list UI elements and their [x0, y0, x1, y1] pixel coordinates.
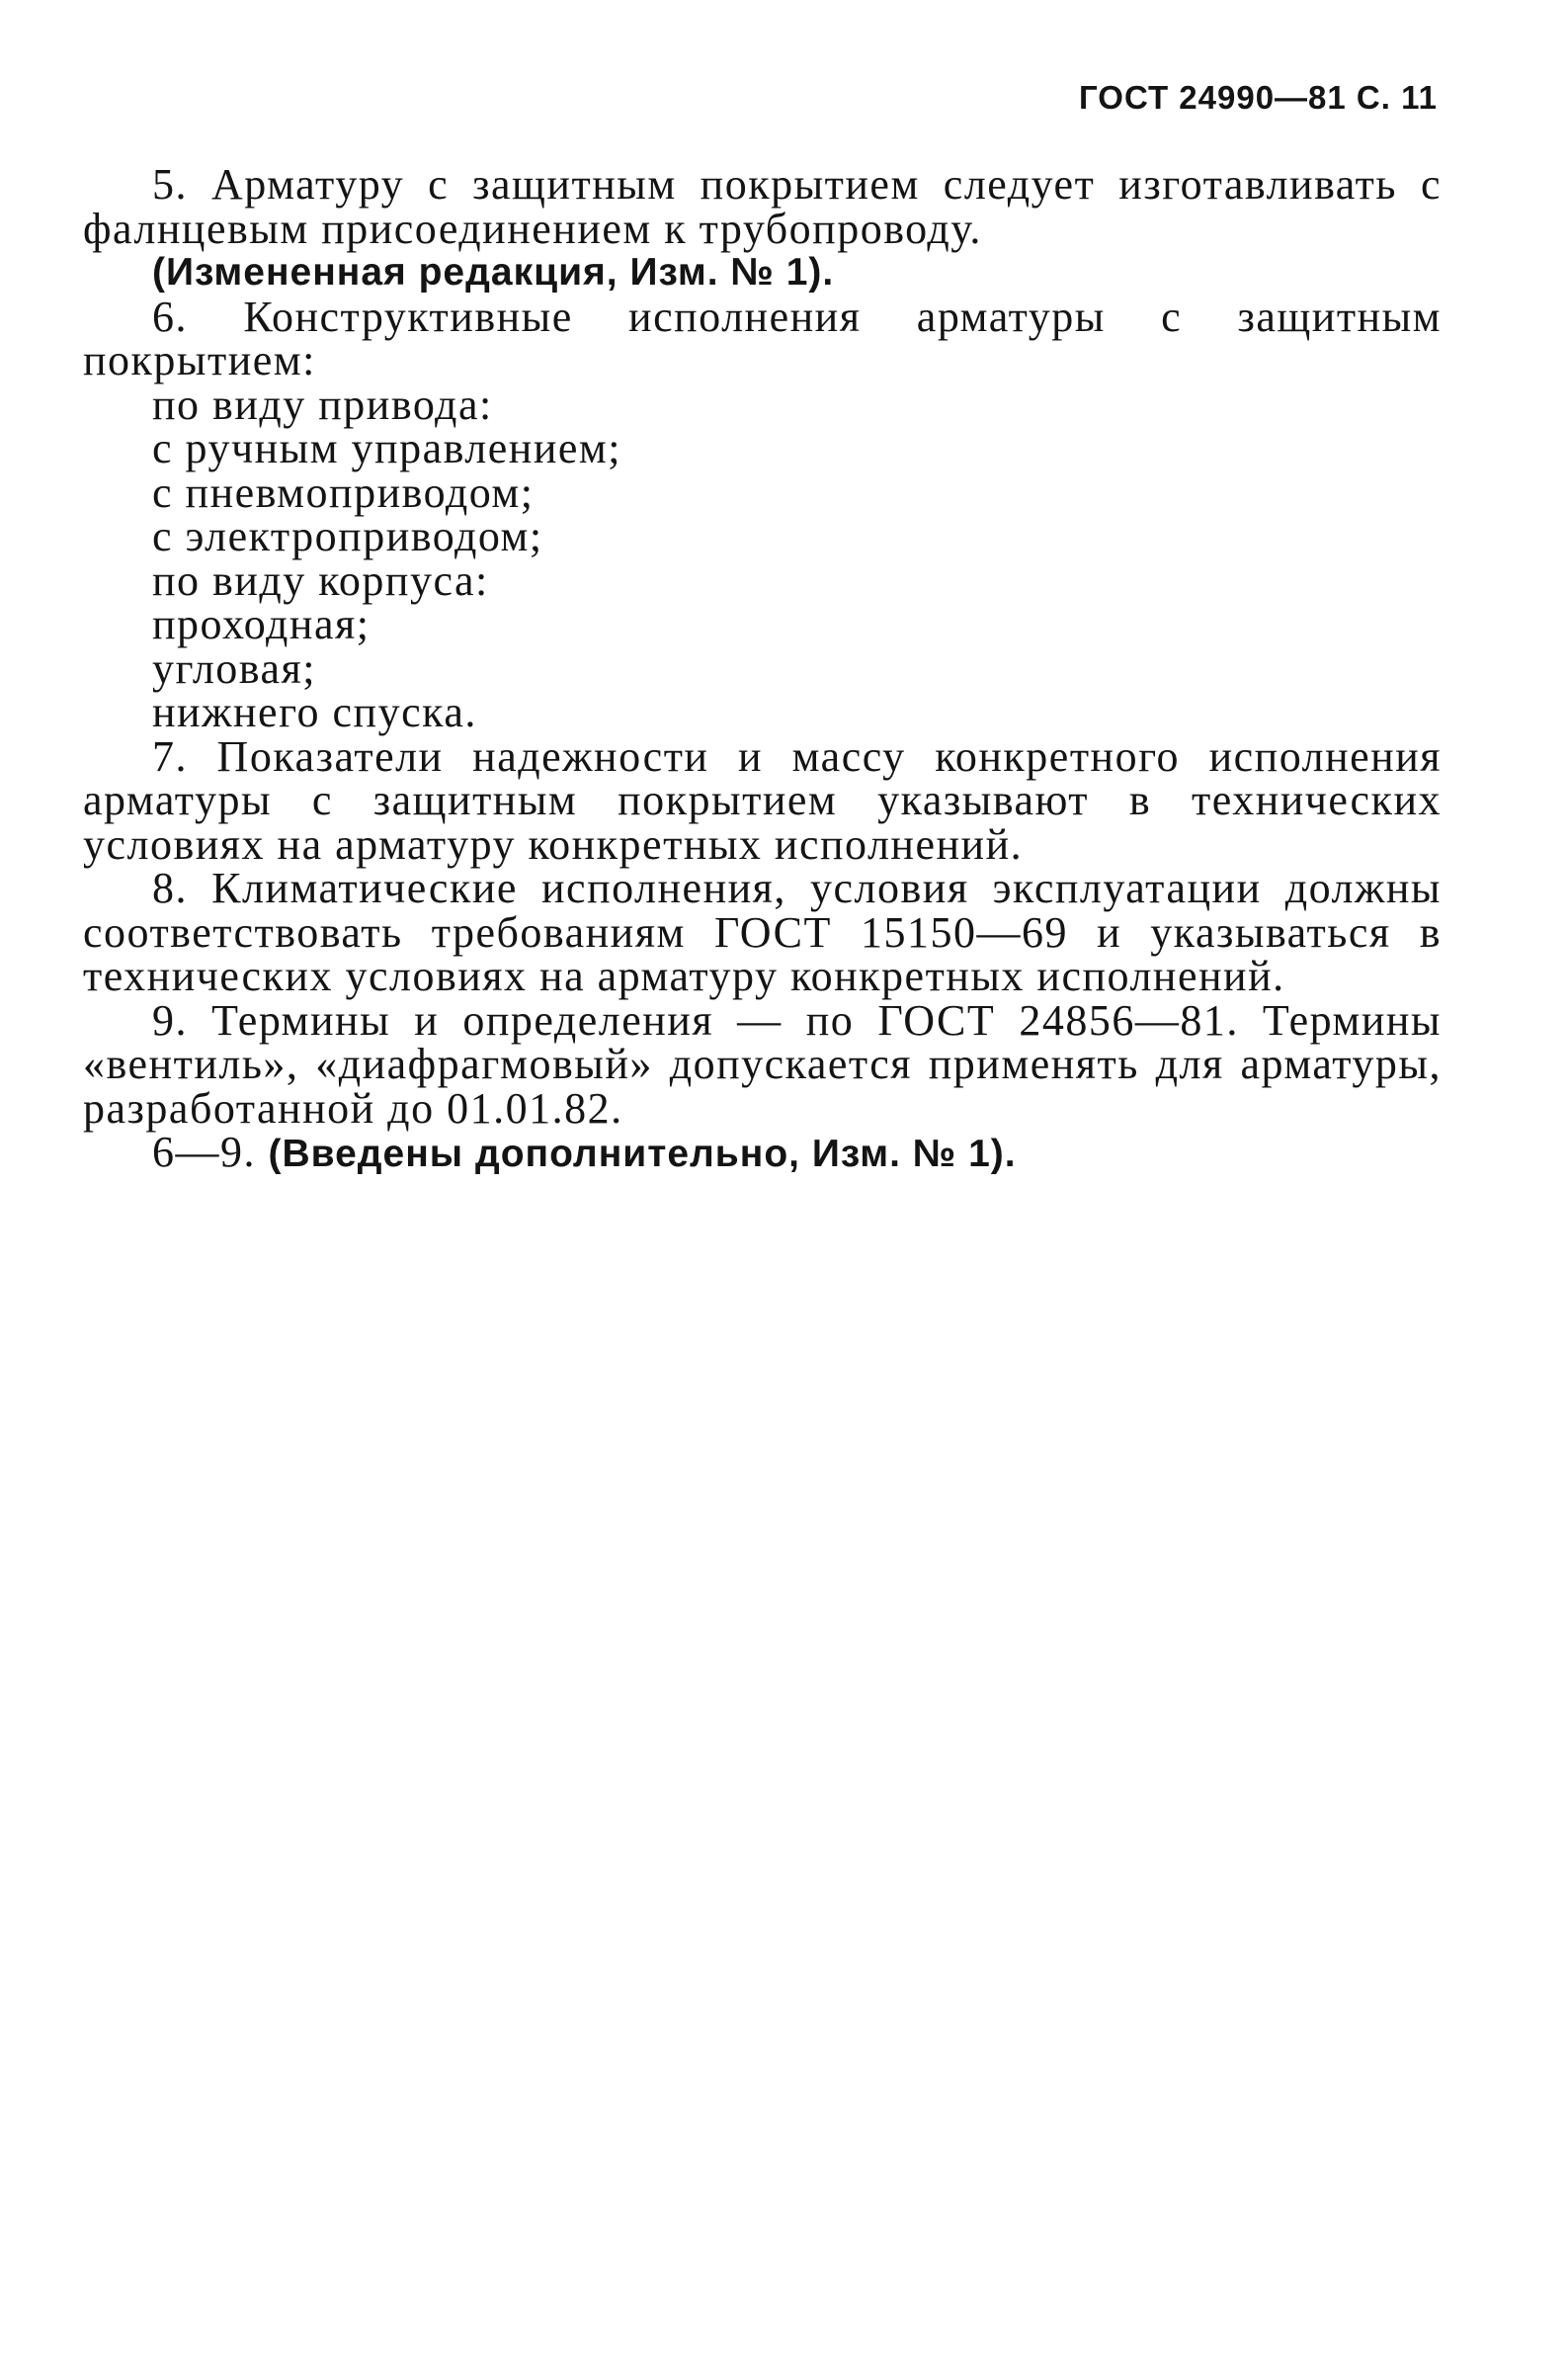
amendment-note-p6-9 [83, 1128, 1442, 1177]
paragraph-9: 9. Термины и определения — по ГОСТ 24856—81. Термины «вентиль», «диафрагмовый» допускается применять для арматуры, разработанной до 01.01.82. [83, 995, 1442, 1133]
paragraph-8: 8. Климатические исполнения, условия эксплуатации должны соответствовать требованиям ГОСТ 15150—69 и указываться в технических условиях на арматуру конкретных исполнений. [83, 864, 1442, 1000]
paragraph-6: 6. Конструктивные исполнения арматуры с защитным покрытием: [83, 292, 1442, 384]
list-item: с электроприводом; [152, 512, 543, 560]
list-item: по виду привода: [152, 380, 493, 429]
list-item: по виду корпуса: [152, 555, 489, 605]
amendment-text: (Введены дополнительно, Изм. № 1). [268, 1133, 1017, 1175]
list-item: с пневмоприводом; [152, 467, 535, 517]
list-item: с ручным управлением; [152, 424, 621, 472]
amendment-note-p5: (Измененная редакция, Изм. № 1). [152, 251, 835, 294]
list-item: нижнего спуска. [152, 688, 477, 736]
paragraph-5: 5. Арматуру с защитным покрытием следует изготавливать с фалнцевым присоединением к трубопроводу. [83, 160, 1442, 253]
document-body [83, 160, 1442, 1177]
design-variants-list [83, 380, 1442, 736]
paragraph-7: 7. Показатели надежности и массу конкретного исполнения арматуры с защитным покрытием указывают в технических условиях на арматуру конкретных исполнений. [83, 731, 1442, 869]
amendment-range: 6—9. [152, 1128, 256, 1176]
list-item: проходная; [152, 600, 371, 648]
list-item: угловая; [152, 643, 316, 693]
running-header: ГОСТ 24990—81 С. 11 [1079, 79, 1438, 116]
